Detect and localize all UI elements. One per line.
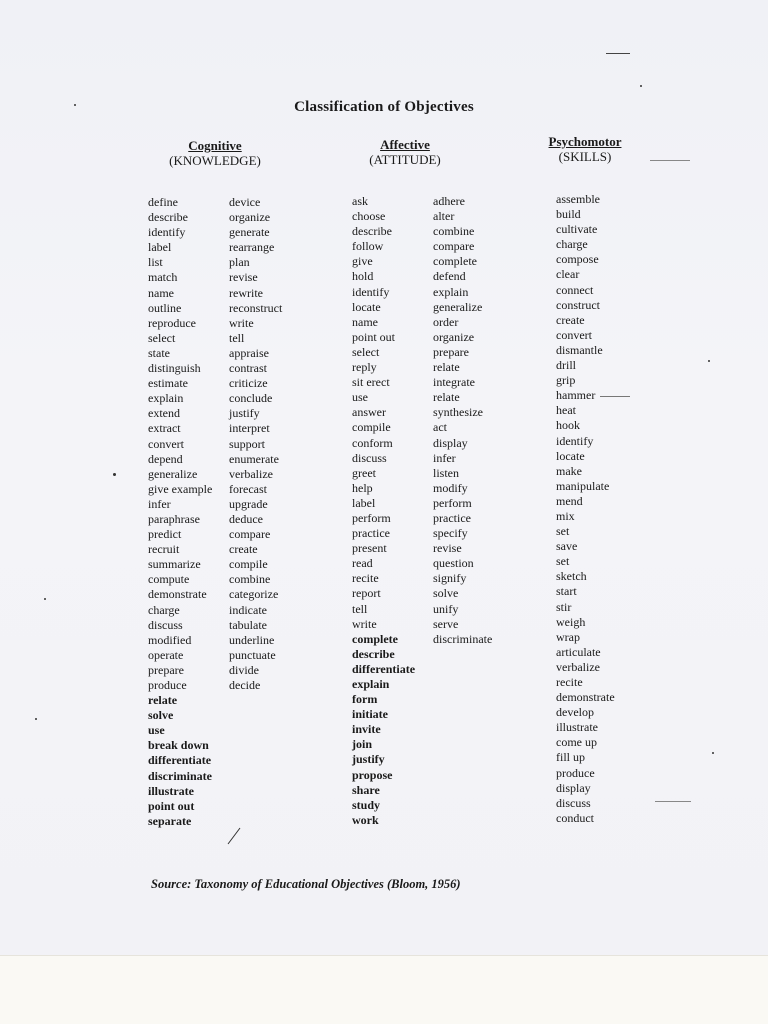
objective-word: separate <box>148 813 192 828</box>
objective-word: conduct <box>556 810 594 825</box>
objective-word: stir <box>556 599 572 614</box>
objective-word: cultivate <box>556 222 598 237</box>
objective-word: distinguish <box>148 361 201 376</box>
objective-word: display <box>556 780 591 795</box>
objective-word: appraise <box>229 345 269 360</box>
objective-word: invite <box>352 722 381 737</box>
objective-word: answer <box>352 405 386 420</box>
objective-word: support <box>229 436 265 451</box>
objective-word: differentiate <box>148 753 212 768</box>
objective-word: compile <box>352 420 391 435</box>
scan-speck <box>44 598 46 600</box>
objective-word: estimate <box>148 376 188 391</box>
objective-word: divide <box>229 662 259 677</box>
scan-speck <box>74 104 76 106</box>
objective-word: set <box>556 554 570 569</box>
objective-word: tabulate <box>229 617 267 632</box>
objective-word: verbalize <box>229 466 273 481</box>
affective-header <box>355 137 455 167</box>
objective-word: hook <box>556 418 580 433</box>
objective-word: convert <box>556 327 592 342</box>
objective-word: initiate <box>352 707 388 722</box>
objective-word: solve <box>148 708 174 723</box>
objective-word: discuss <box>556 795 591 810</box>
objective-word: locate <box>352 299 381 314</box>
scan-bottom-edge <box>0 955 768 1024</box>
objective-word: identify <box>556 433 594 448</box>
objective-word: relate <box>148 693 178 708</box>
objective-word: conform <box>352 435 393 450</box>
objective-word: illustrate <box>148 783 194 798</box>
objective-word: relate <box>433 390 460 405</box>
affective-header-sub: (ATTITUDE) <box>369 152 441 167</box>
objective-word: compose <box>556 252 599 267</box>
objective-word: recruit <box>148 542 180 557</box>
cognitive-list-2 <box>229 195 282 693</box>
objective-word: recite <box>352 571 379 586</box>
objective-word: create <box>556 312 585 327</box>
objective-word: practice <box>433 510 471 525</box>
objective-word: save <box>556 539 578 554</box>
objective-word: write <box>352 616 377 631</box>
scan-speck <box>708 360 710 362</box>
objective-word: summarize <box>148 557 201 572</box>
objective-word: organize <box>229 210 271 225</box>
objective-word: charge <box>556 237 588 252</box>
objective-word: explain <box>148 391 184 406</box>
objective-word: order <box>433 314 459 329</box>
objective-word: select <box>352 344 380 359</box>
objective-word: compare <box>433 239 475 254</box>
objective-word: infer <box>433 450 456 465</box>
objective-word: recite <box>556 675 583 689</box>
objective-word: infer <box>148 496 171 511</box>
objective-word: justify <box>352 752 385 767</box>
objective-word: contrast <box>229 361 267 376</box>
objective-word: propose <box>352 767 393 782</box>
objective-word: heat <box>556 403 576 418</box>
objective-word: help <box>352 480 373 495</box>
objective-word: depend <box>148 451 183 466</box>
scan-speck <box>113 473 116 476</box>
objective-word: hold <box>352 269 374 284</box>
objective-word: specify <box>433 526 468 541</box>
objective-word: verbalize <box>556 659 600 674</box>
affective-list-1 <box>352 194 415 828</box>
objective-word: complete <box>352 631 398 646</box>
objective-word: share <box>352 782 380 797</box>
cognitive-header <box>160 138 270 168</box>
objective-word: fill up <box>556 750 585 765</box>
objective-word: justify <box>229 406 260 421</box>
objective-word: interpret <box>229 421 270 436</box>
objective-word: match <box>148 270 178 285</box>
objective-word: signify <box>433 571 467 586</box>
objective-word: synthesize <box>433 405 483 420</box>
objective-word: serve <box>433 616 459 631</box>
objective-word: adhere <box>433 194 465 208</box>
objective-word: revise <box>229 270 258 285</box>
objective-word: reply <box>352 360 377 375</box>
objective-word: enumerate <box>229 451 279 466</box>
objective-word: decide <box>229 678 261 692</box>
objective-word: clear <box>556 267 580 282</box>
objective-word: operate <box>148 647 184 662</box>
objective-word: prepare <box>148 662 184 677</box>
objective-word: drill <box>556 358 576 373</box>
objective-word: set <box>556 524 570 539</box>
objective-word: convert <box>148 436 184 451</box>
objective-word: describe <box>148 210 188 225</box>
source-citation: Source: Taxonomy of Educational Objectives (Bloom, 1956) <box>151 877 461 891</box>
objective-word: select <box>148 330 176 345</box>
objective-word: present <box>352 541 387 556</box>
cognitive-list-1 <box>148 195 212 829</box>
objective-word: indicate <box>229 602 267 617</box>
objective-word: ask <box>352 194 368 208</box>
objective-word: produce <box>148 678 187 692</box>
objective-word: label <box>148 240 172 255</box>
objective-word: weigh <box>556 614 586 629</box>
scan-mark <box>600 396 630 397</box>
objective-word: differentiate <box>352 661 416 676</box>
objective-word: mend <box>556 493 583 508</box>
objective-word: read <box>352 556 373 571</box>
objective-word: predict <box>148 527 182 542</box>
objective-word: reproduce <box>148 315 196 330</box>
objective-word: device <box>229 195 261 209</box>
objective-word: study <box>352 797 381 812</box>
objective-word: demonstrate <box>148 587 207 602</box>
objective-word: develop <box>556 705 594 720</box>
objective-word: combine <box>433 224 475 239</box>
objective-word: make <box>556 463 582 478</box>
objective-word: discriminate <box>148 768 212 783</box>
objective-word: demonstrate <box>556 690 615 705</box>
scan-speck <box>35 718 37 720</box>
objective-word: generalize <box>148 466 198 481</box>
objective-word: describe <box>352 224 392 239</box>
objective-word: explain <box>352 677 390 691</box>
objective-word: use <box>148 723 165 738</box>
objective-word: plan <box>229 255 250 270</box>
objective-word: integrate <box>433 375 475 390</box>
objective-word: assemble <box>556 192 600 206</box>
objective-word: greet <box>352 465 376 480</box>
objective-word: discriminate <box>433 631 493 646</box>
objective-word: dismantle <box>556 342 603 357</box>
objective-word: mix <box>556 508 575 523</box>
objective-word: point out <box>148 798 195 813</box>
objective-word: extend <box>148 406 180 421</box>
objective-word: manipulate <box>556 478 610 493</box>
psychomotor-header-sub: (SKILLS) <box>558 149 612 164</box>
objective-word: discuss <box>352 450 387 465</box>
objective-word: start <box>556 584 577 599</box>
objective-word: name <box>352 314 378 329</box>
objective-word: label <box>352 495 376 510</box>
objective-word: rewrite <box>229 285 263 300</box>
objective-word: point out <box>352 329 396 344</box>
objective-word: reconstruct <box>229 300 283 315</box>
objective-word: outline <box>148 300 182 315</box>
objective-word: solve <box>433 586 459 601</box>
page-title: Classification of Objectives <box>294 99 474 115</box>
objective-word: rearrange <box>229 240 275 255</box>
objective-word: practice <box>352 526 390 541</box>
objective-word: revise <box>433 541 462 556</box>
objective-word: write <box>229 315 254 330</box>
scan-speck <box>640 85 642 87</box>
scan-mark <box>655 801 691 802</box>
objective-word: come up <box>556 735 597 750</box>
objective-word: use <box>352 390 368 405</box>
objective-word: wrap <box>556 629 580 644</box>
objective-word: break down <box>148 738 209 753</box>
objective-word: state <box>148 345 170 360</box>
objective-word: prepare <box>433 344 469 359</box>
psychomotor-header <box>535 134 635 164</box>
objective-word: charge <box>148 602 180 617</box>
objective-word: question <box>433 556 474 571</box>
objective-word: modify <box>433 480 468 495</box>
objective-word: describe <box>352 646 395 661</box>
objective-word: generate <box>229 225 270 240</box>
objective-word: categorize <box>229 587 279 602</box>
objective-word: combine <box>229 572 271 587</box>
objective-word: sit erect <box>352 375 390 390</box>
cognitive-header-name: Cognitive <box>188 138 242 153</box>
affective-list-2 <box>433 194 492 647</box>
objective-word: hammer <box>556 388 596 403</box>
objective-word: create <box>229 542 258 557</box>
objective-word: compile <box>229 557 268 572</box>
objective-word: modified <box>148 632 192 647</box>
objective-word: locate <box>556 448 585 463</box>
objective-word: list <box>148 255 163 270</box>
objective-word: join <box>352 737 373 752</box>
objective-word: report <box>352 586 381 601</box>
objective-word: connect <box>556 282 594 297</box>
objective-word: articulate <box>556 644 601 659</box>
objective-word: organize <box>433 329 475 344</box>
objective-word: tell <box>352 601 368 616</box>
objective-word: defend <box>433 269 466 284</box>
objective-word: deduce <box>229 511 263 526</box>
objective-word: compute <box>148 572 190 587</box>
objective-word: generalize <box>433 299 483 314</box>
objective-word: perform <box>352 510 391 525</box>
objective-word: alter <box>433 209 455 224</box>
objective-word: grip <box>556 373 576 388</box>
objective-word: unify <box>433 601 459 616</box>
objective-word: display <box>433 435 468 450</box>
objective-word: conclude <box>229 391 273 406</box>
objective-word: construct <box>556 297 600 312</box>
objective-word: act <box>433 420 447 435</box>
objective-word: explain <box>433 284 469 299</box>
pen-stroke <box>226 826 242 846</box>
psychomotor-header-name: Psychomotor <box>548 134 622 149</box>
objective-word: discuss <box>148 617 183 632</box>
objective-word: underline <box>229 632 275 647</box>
objective-word: identify <box>352 284 390 299</box>
objective-word: work <box>352 812 379 827</box>
objective-word: listen <box>433 465 459 480</box>
objective-word: extract <box>148 421 181 436</box>
objective-word: define <box>148 195 178 209</box>
objective-word: name <box>148 285 174 300</box>
scan-mark <box>650 160 690 161</box>
objective-word: criticize <box>229 376 268 391</box>
objective-word: build <box>556 207 581 222</box>
objective-word: compare <box>229 527 271 542</box>
objective-word: give <box>352 254 373 269</box>
objective-word: follow <box>352 239 384 254</box>
objective-word: upgrade <box>229 496 268 511</box>
objective-word: tell <box>229 330 245 345</box>
scan-speck <box>712 752 714 754</box>
cognitive-header-sub: (KNOWLEDGE) <box>169 153 261 168</box>
objective-word: sketch <box>556 569 587 584</box>
objective-word: punctuate <box>229 647 276 662</box>
scan-mark <box>606 53 630 54</box>
objective-word: identify <box>148 225 186 240</box>
objective-word: produce <box>556 765 595 780</box>
objective-word: complete <box>433 254 477 269</box>
objective-word: form <box>352 692 378 707</box>
affective-header-name: Affective <box>380 137 430 152</box>
objective-word: illustrate <box>556 720 598 735</box>
objective-word: relate <box>433 360 460 375</box>
objective-word: forecast <box>229 481 267 496</box>
objective-word: give example <box>148 481 213 496</box>
objective-word: paraphrase <box>148 511 200 526</box>
objective-word: choose <box>352 209 386 224</box>
objective-word: perform <box>433 495 472 510</box>
psychomotor-list <box>556 192 615 826</box>
